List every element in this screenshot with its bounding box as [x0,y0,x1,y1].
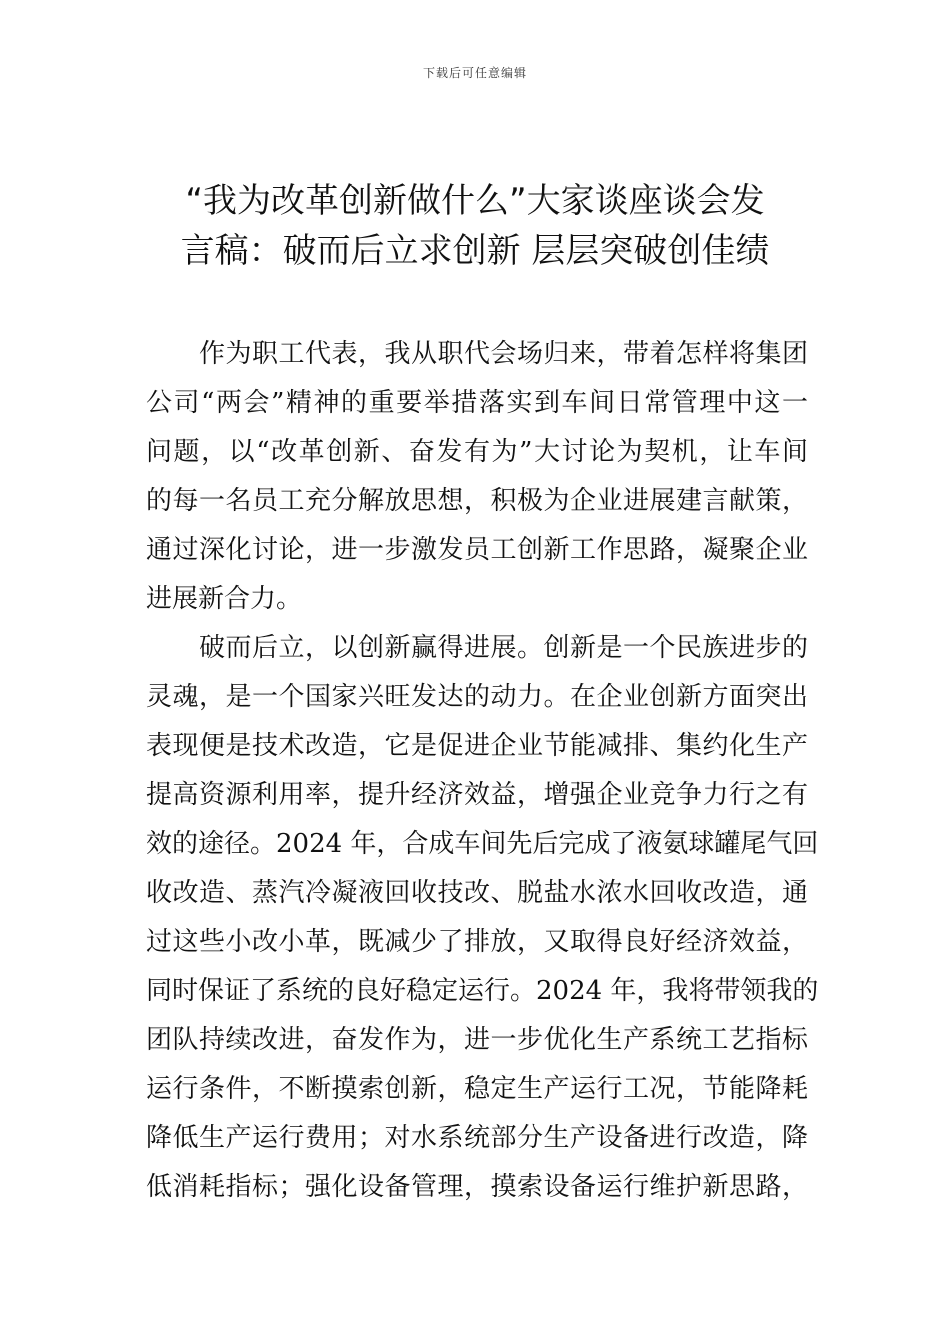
title-line-1: “我为改革创新做什么”大家谈座谈会发 [185,181,765,221]
paragraph-line: 的每一名员工充分解放思想，积极为企业进展建言献策， [146,486,808,516]
paragraph-1 [146,330,808,624]
paragraph-line: 降低生产运行费用；对水系统部分生产设备进行改造，降 [146,1123,808,1153]
paragraph-line: 过这些小改小革，既减少了排放，又取得良好经济效益， [146,927,808,957]
paragraph-line: 破而后立，以创新赢得进展。创新是一个民族进步的 [146,633,808,663]
paragraph-line: 进展新合力。 [146,584,303,614]
paragraph-line: 通过深化讨论，进一步激发员工创新工作思路，凝聚企业 [146,535,808,565]
paragraph-line: 效的途径。2024 年，合成车间先后完成了液氨球罐尾气回 [146,829,819,859]
paragraph-2 [146,624,819,1212]
paragraph-line: 作为职工代表，我从职代会场归来，带着怎样将集团 [146,339,808,369]
paragraph-line: 低消耗指标；强化设备管理，摸索设备运行维护新思路， [146,1172,808,1202]
paragraph-line: 灵魂，是一个国家兴旺发达的动力。在企业创新方面突出 [146,682,808,712]
document-body [146,330,819,1212]
paragraph-line: 同时保证了系统的良好稳定运行。2024 年，我将带领我的 [146,976,819,1006]
paragraph-line: 运行条件，不断摸索创新，稳定生产运行工况，节能降耗 [146,1074,808,1104]
header-note: 下载后可任意编辑 [422,66,527,80]
paragraph-line: 收改造、蒸汽冷凝液回收技改、脱盐水浓水回收改造，通 [146,878,808,908]
paragraph-line: 公司“两会”精神的重要举措落实到车间日常管理中这一 [146,388,808,418]
paragraph-line: 提高资源利用率，提升经济效益，增强企业竞争力行之有 [146,780,808,810]
document-title [140,176,810,276]
paragraph-line: 表现便是技术改造，它是促进企业节能减排、集约化生产 [146,731,808,761]
paragraph-line: 团队持续改进，奋发作为，进一步优化生产系统工艺指标 [146,1025,808,1055]
paragraph-line: 问题，以“改革创新、奋发有为”大讨论为契机，让车间 [146,437,808,467]
title-line-2: 言稿：破而后立求创新 层层突破创佳绩 [180,231,770,271]
